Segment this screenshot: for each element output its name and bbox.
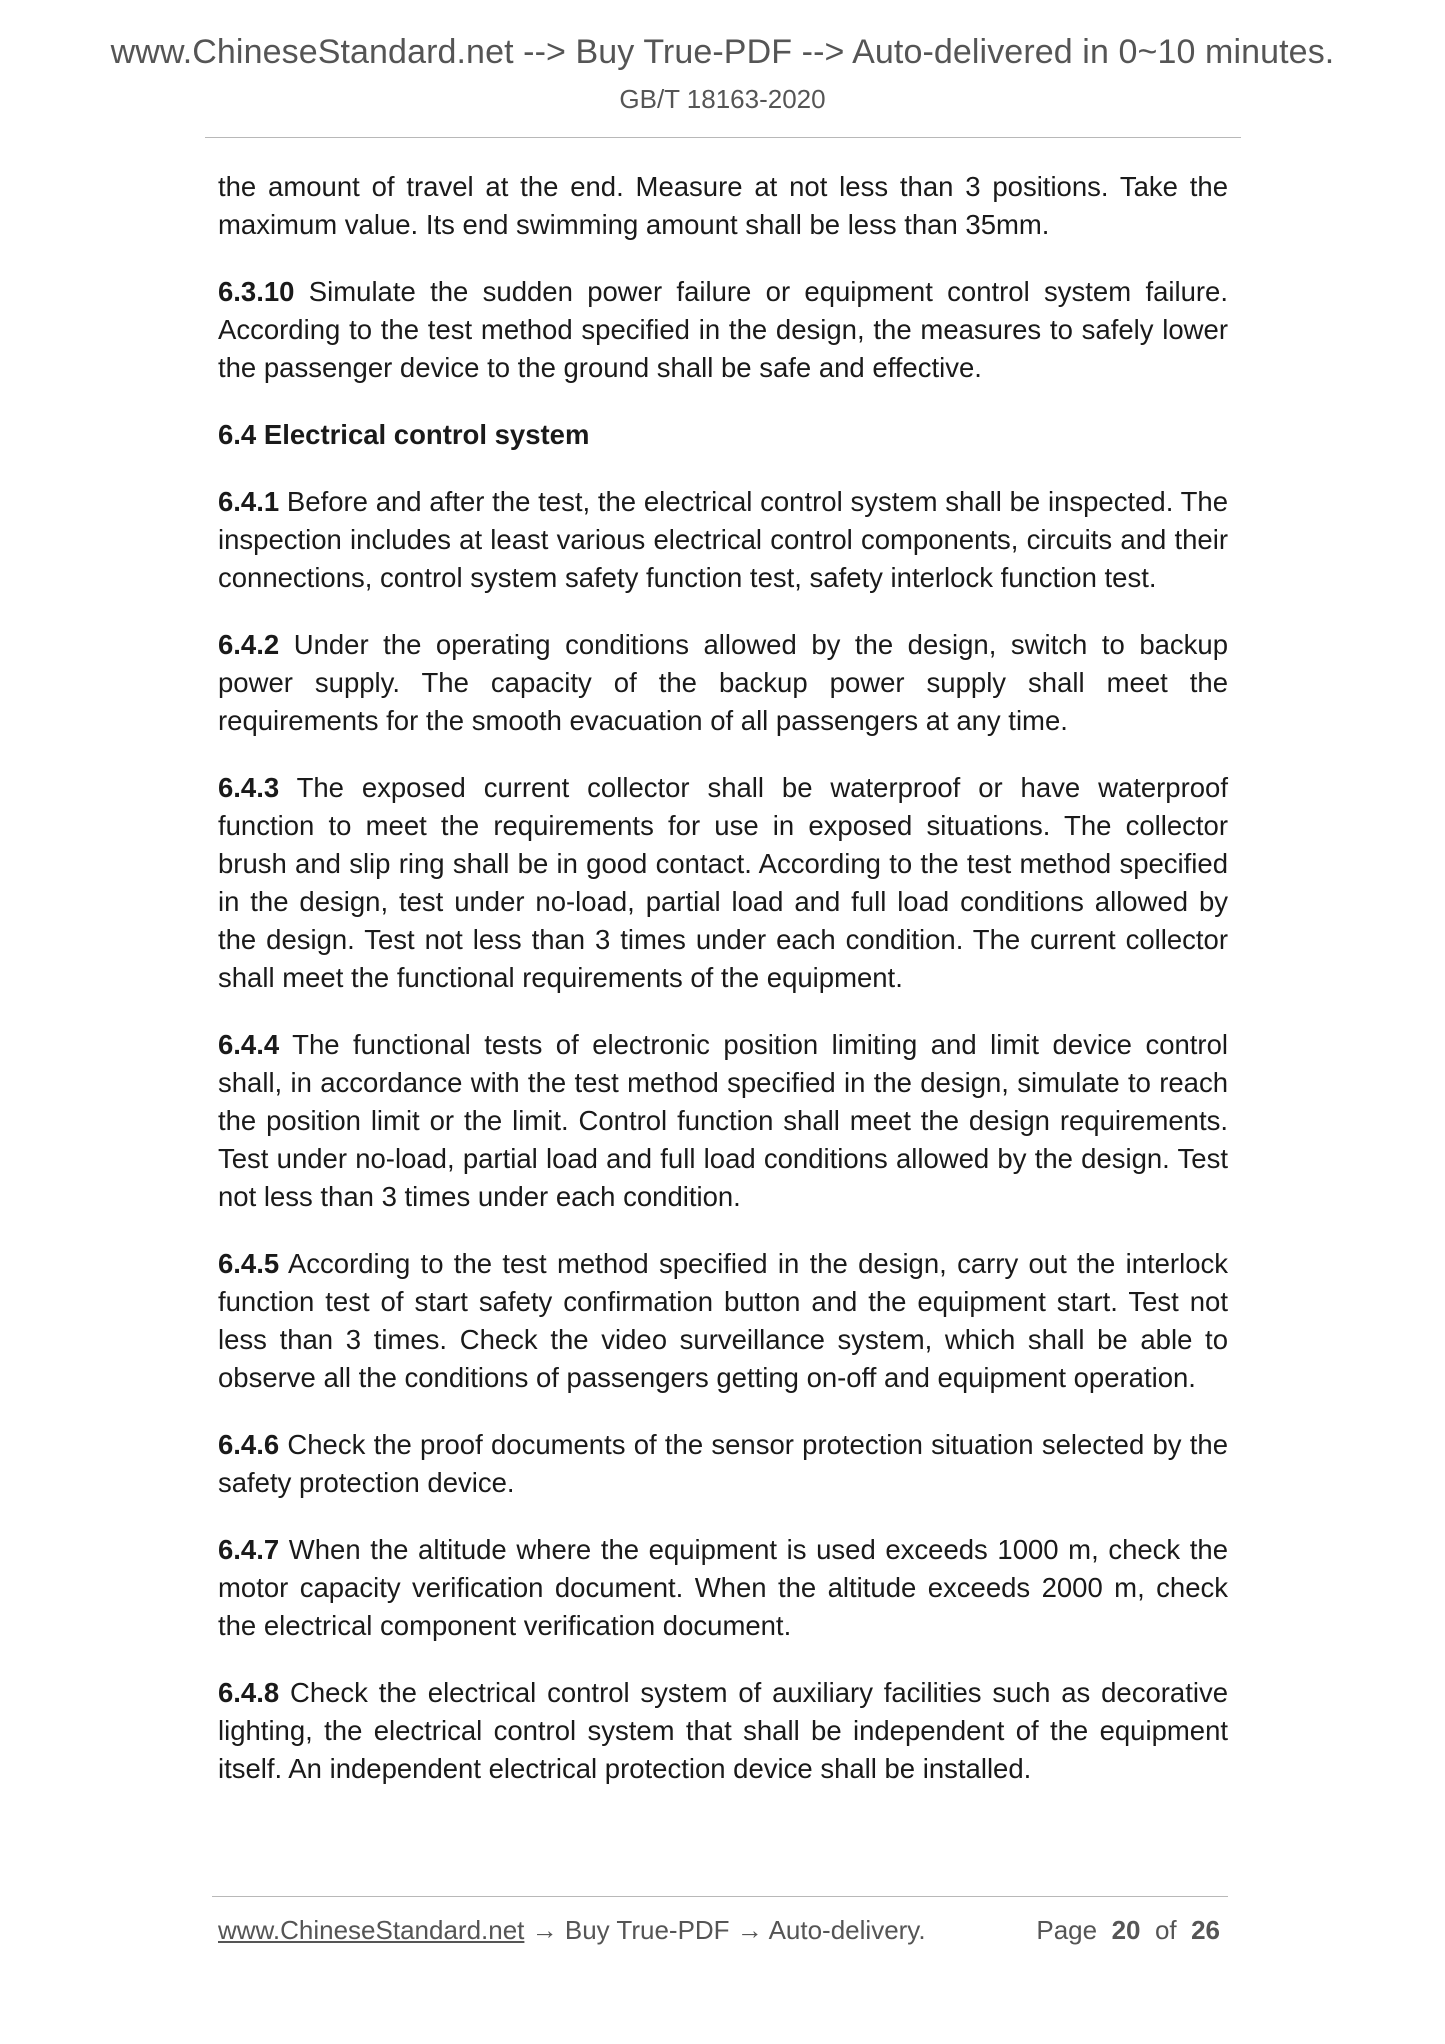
clause-text: According to the test method specified in the design, carry out the interlock function test of start safety confirmation button and the equipment start. Test not less than 3 times. Check the video surveillance system, which shall be able to observe all the conditions of passengers getting on-off and equipment operation. <box>218 1248 1228 1393</box>
clause-6-4-6 <box>218 1426 1228 1502</box>
section-heading: 6.4 Electrical control system <box>218 419 590 450</box>
page-total: 26 <box>1191 1915 1220 1945</box>
clause-6-4-5 <box>218 1245 1228 1397</box>
header-banner: www.ChineseStandard.net --> Buy True-PDF --> Auto-delivered in 0~10 minutes. <box>110 33 1335 71</box>
clause-number: 6.4.5 <box>218 1248 280 1279</box>
clause-6-4-8 <box>218 1674 1228 1788</box>
clause-number: 6.3.10 <box>218 276 295 307</box>
header-divider <box>205 137 1241 138</box>
clause-text: Simulate the sudden power failure or equipment control system failure. According to the test method specified in the design, the measures to safely lower the passenger device to the ground shall be safe and effective. <box>218 276 1228 383</box>
standard-code: GB/T 18163-2020 <box>619 84 826 114</box>
clause-text: Under the operating conditions allowed by the design, switch to backup power supply. The capacity of the backup power supply shall meet the requirements for the smooth evacuation of all passengers at any time. <box>218 629 1228 736</box>
clause-6-4-4 <box>218 1026 1228 1216</box>
clause-number: 6.4.4 <box>218 1029 280 1060</box>
footer-nav <box>218 1912 926 1948</box>
page-label: Page <box>1036 1915 1098 1945</box>
clause-6-3-10 <box>218 273 1228 387</box>
clause-text: Before and after the test, the electrical control system shall be inspected. The inspection includes at least various electrical control components, circuits and their connections, control system safety function test, safety interlock function test. <box>218 486 1228 593</box>
clause-number: 6.4.3 <box>218 772 280 803</box>
clause-number: 6.4.7 <box>218 1534 280 1565</box>
clause-number: 6.4.2 <box>218 629 280 660</box>
clause-text: Check the electrical control system of auxiliary facilities such as decorative lighting, the electrical control system that shall be independent of the equipment itself. An independent electrical protection device shall be installed. <box>218 1677 1228 1784</box>
page-number <box>1036 1912 1220 1948</box>
clause-6-4-1 <box>218 483 1228 597</box>
clause-6-4-3 <box>218 769 1228 997</box>
document-body <box>218 168 1228 1817</box>
page-of: of <box>1154 1915 1177 1945</box>
footer-nav-text: → Buy True-PDF → Auto-delivery. <box>524 1915 926 1945</box>
clause-text: When the altitude where the equipment is used exceeds 1000 m, check the motor capacity verification document. When the altitude exceeds 2000 m, check the electrical component verification document. <box>218 1534 1228 1641</box>
clause-6-4-7 <box>218 1531 1228 1645</box>
intro-paragraph: the amount of travel at the end. Measure at not less than 3 positions. Take the maximum value. Its end swimming amount shall be less than 35mm. <box>218 171 1228 240</box>
clause-number: 6.4.8 <box>218 1677 280 1708</box>
clause-text: The functional tests of electronic position limiting and limit device control shall, in accordance with the test method specified in the design, simulate to reach the position limit or the limit. Control function shall meet the design requirements. Test under no-load, partial load and full load conditions allowed by the design. Test not less than 3 times under each condition. <box>218 1029 1228 1212</box>
clause-number: 6.4.6 <box>218 1429 280 1460</box>
footer-divider <box>212 1896 1228 1897</box>
clause-text: The exposed current collector shall be waterproof or have waterproof function to meet the requirements for use in exposed situations. The collector brush and slip ring shall be in good contact. According to the test method specified in the design, test under no-load, partial load and full load conditions allowed by the design. Test not less than 3 times under each condition. The current collector shall meet the functional requirements of the equipment. <box>218 772 1228 993</box>
site-link[interactable]: www.ChineseStandard.net <box>218 1915 525 1945</box>
page-header <box>0 28 1445 116</box>
clause-number: 6.4.1 <box>218 486 280 517</box>
clause-text: Check the proof documents of the sensor protection situation selected by the safety protection device. <box>218 1429 1228 1498</box>
page-current: 20 <box>1111 1915 1141 1945</box>
clause-6-4-2 <box>218 626 1228 740</box>
